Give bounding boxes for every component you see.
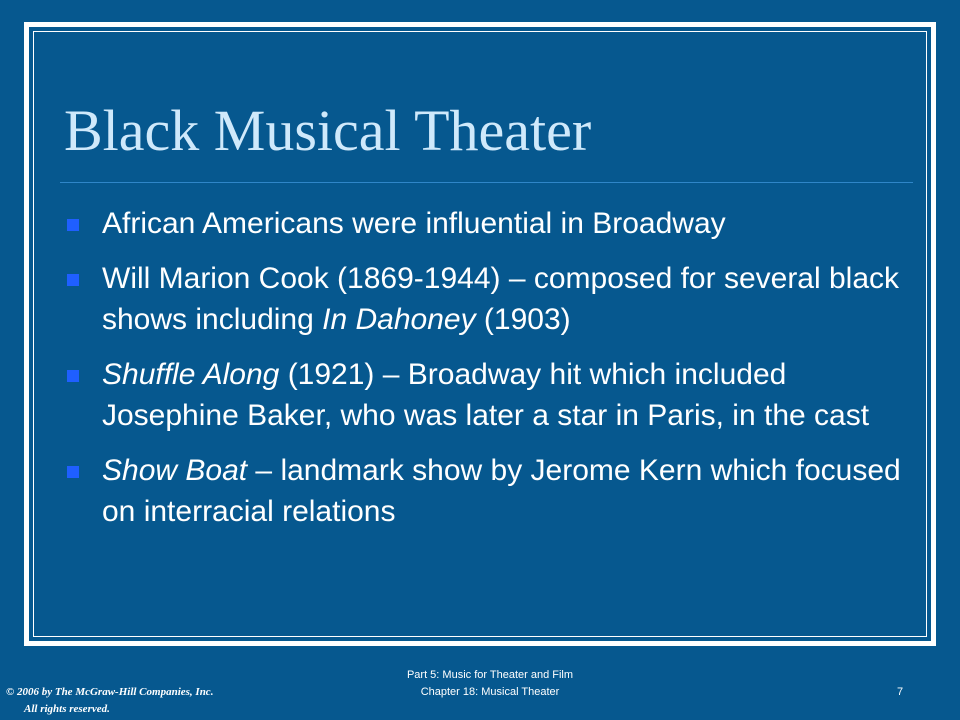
- bullet-text: [102, 454, 901, 528]
- footer-part: Part 5: Music for Theater and Film: [406, 669, 574, 681]
- bullet-text-italic: Show Boat: [102, 454, 248, 487]
- square-bullet-icon: [67, 370, 79, 382]
- bullet-text-segment: (1903): [475, 303, 571, 336]
- square-bullet-icon: [67, 466, 79, 478]
- footer-chapter-info: [340, 667, 640, 701]
- bullet-item: [64, 203, 904, 244]
- bullet-list: [64, 203, 904, 546]
- bullet-item: [64, 354, 904, 436]
- bullet-item: [64, 258, 904, 340]
- bullet-text-segment: African Americans were influential in Broadway: [102, 207, 726, 240]
- bullet-text-segment: Will Marion Cook (1869-1944) – composed for several black shows including: [102, 262, 900, 336]
- bullet-text-segment: – landmark show by Jerome Kern which focused on interracial relations: [102, 454, 901, 528]
- bullet-item: [64, 450, 904, 532]
- bullet-text-italic: Shuffle Along: [102, 358, 280, 391]
- square-bullet-icon: [67, 274, 79, 286]
- slide-title: Black Musical Theater: [64, 98, 592, 163]
- footer-chapter: Chapter 18: Musical Theater: [420, 686, 560, 698]
- bullet-text-italic: In Dahoney: [322, 303, 476, 336]
- title-divider: [60, 182, 913, 183]
- page-number: 7: [897, 686, 904, 698]
- square-bullet-icon: [67, 219, 79, 231]
- copyright-line-1: © 2006 by The McGraw-Hill Companies, Inc.: [6, 686, 214, 698]
- bullet-text-segment: (1921) – Broadway hit which included Josephine Baker, who was later a star in Paris, in the cast: [102, 358, 870, 432]
- bullet-text: [102, 358, 869, 432]
- copyright-line-2: All rights reserved.: [24, 703, 110, 715]
- copyright-notice: [6, 684, 213, 718]
- bullet-text: [102, 207, 726, 240]
- bullet-text: [102, 262, 899, 336]
